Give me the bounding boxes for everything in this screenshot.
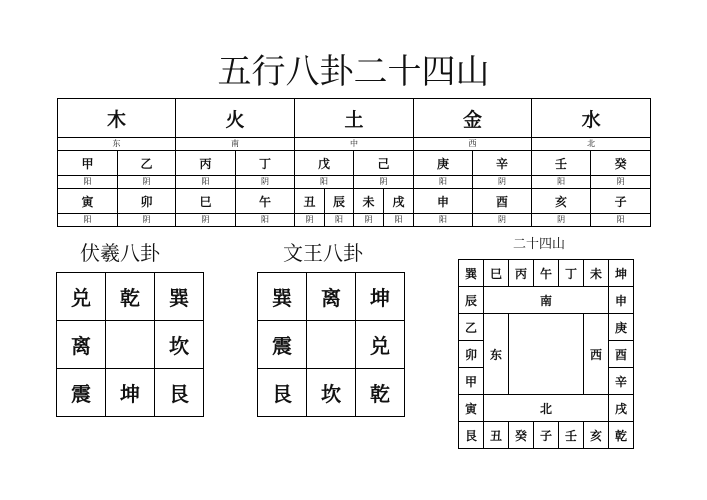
trigram-cell: 坎: [307, 369, 356, 417]
branch-polarity: 阳: [414, 214, 473, 227]
trigram-cell: 乾: [106, 273, 155, 321]
trigram-cell: 离: [307, 273, 356, 321]
direction-east: 东: [58, 138, 176, 151]
trigram-cell: 坤: [106, 369, 155, 417]
element-wood: 木: [58, 99, 176, 138]
direction-west-label: 西: [584, 314, 609, 395]
stem-cell: 辛: [473, 151, 532, 176]
branch-cell: 辰: [325, 189, 354, 214]
branch-polarity: 阳: [591, 214, 651, 227]
direction-east-label: 东: [484, 314, 509, 395]
trigram-cell: 乾: [356, 369, 405, 417]
direction-center: 中: [295, 138, 414, 151]
mountain-cell: 辛: [609, 368, 634, 395]
trigram-cell: 震: [57, 369, 106, 417]
stem-polarity: 阴: [236, 176, 295, 189]
stem-polarity: 阳: [414, 176, 473, 189]
mountain-cell: 申: [609, 287, 634, 314]
branch-cell: 酉: [473, 189, 532, 214]
trigram-cell: 坎: [155, 321, 204, 369]
element-water: 水: [532, 99, 651, 138]
mountain-cell: 辰: [459, 287, 484, 314]
branch-cell: 子: [591, 189, 651, 214]
trigram-cell: 离: [57, 321, 106, 369]
stem-cell: 己: [354, 151, 414, 176]
mountain-cell: 丑: [484, 422, 509, 449]
branch-polarity: 阴: [295, 214, 325, 227]
mountain-cell: 戌: [609, 395, 634, 422]
stem-polarity: 阴: [473, 176, 532, 189]
stem-polarity: 阳: [58, 176, 118, 189]
branch-polarity: 阴: [473, 214, 532, 227]
stem-polarity: 阴: [591, 176, 651, 189]
mountain-cell: 壬: [559, 422, 584, 449]
stem-polarity: 阳: [532, 176, 591, 189]
mountain-cell: 甲: [459, 368, 484, 395]
element-metal: 金: [414, 99, 532, 138]
mountain-cell: 癸: [509, 422, 534, 449]
stem-cell: 癸: [591, 151, 651, 176]
stem-cell: 戊: [295, 151, 354, 176]
branch-polarity: 阳: [58, 214, 118, 227]
branch-polarity: 阴: [532, 214, 591, 227]
branch-cell: 丑: [295, 189, 325, 214]
stem-cell: 丙: [176, 151, 236, 176]
twenty-four-mountains-grid: [458, 259, 634, 449]
branch-polarity: 阴: [118, 214, 176, 227]
branch-cell: 亥: [532, 189, 591, 214]
trigram-cell: 巽: [155, 273, 204, 321]
trigram-cell: 兑: [57, 273, 106, 321]
wenwang-title: 文王八卦: [283, 241, 363, 265]
trigram-cell: 艮: [155, 369, 204, 417]
trigram-cell: 震: [258, 321, 307, 369]
fuxi-bagua-grid: [56, 272, 204, 417]
mountain-cell: 未: [584, 260, 609, 287]
trigram-cell: 艮: [258, 369, 307, 417]
mountain-cell: 子: [534, 422, 559, 449]
wuxing-table: [57, 98, 651, 227]
mountain-cell: 艮: [459, 422, 484, 449]
branch-polarity: 阳: [384, 214, 414, 227]
mountain-cell: 卯: [459, 341, 484, 368]
mountain-cell: 寅: [459, 395, 484, 422]
fuxi-title: 伏羲八卦: [80, 241, 160, 265]
mountain-cell: 亥: [584, 422, 609, 449]
stem-cell: 乙: [118, 151, 176, 176]
branch-polarity: 阴: [354, 214, 384, 227]
branch-cell: 卯: [118, 189, 176, 214]
direction-south-label: 南: [484, 287, 609, 314]
branch-cell: 未: [354, 189, 384, 214]
trigram-cell: 巽: [258, 273, 307, 321]
mountain-cell: 庚: [609, 314, 634, 341]
branch-cell: 申: [414, 189, 473, 214]
page-title: 五行八卦二十四山: [217, 52, 490, 92]
trigram-cell: 兑: [356, 321, 405, 369]
stem-polarity: 阴: [118, 176, 176, 189]
direction-west: 西: [414, 138, 532, 151]
center-cell: [106, 321, 155, 369]
stem-polarity: 阴: [354, 176, 414, 189]
element-fire: 火: [176, 99, 295, 138]
center-square: [509, 314, 584, 395]
mountain-cell: 丙: [509, 260, 534, 287]
mountain-cell: 酉: [609, 341, 634, 368]
mountains-title: 二十四山: [513, 237, 566, 252]
mountain-cell: 巽: [459, 260, 484, 287]
stem-cell: 甲: [58, 151, 118, 176]
center-cell: [307, 321, 356, 369]
mountain-cell: 坤: [609, 260, 634, 287]
mountain-cell: 午: [534, 260, 559, 287]
stem-polarity: 阳: [295, 176, 354, 189]
direction-north-label: 北: [484, 395, 609, 422]
mountain-cell: 丁: [559, 260, 584, 287]
stem-cell: 壬: [532, 151, 591, 176]
direction-south: 南: [176, 138, 295, 151]
stem-cell: 丁: [236, 151, 295, 176]
branch-polarity: 阴: [176, 214, 236, 227]
mountain-cell: 巳: [484, 260, 509, 287]
trigram-cell: 坤: [356, 273, 405, 321]
branch-cell: 寅: [58, 189, 118, 214]
branch-cell: 戌: [384, 189, 414, 214]
mountain-cell: 乾: [609, 422, 634, 449]
mountain-cell: 乙: [459, 314, 484, 341]
branch-polarity: 阳: [236, 214, 295, 227]
direction-north: 北: [532, 138, 651, 151]
branch-cell: 巳: [176, 189, 236, 214]
branch-polarity: 阳: [325, 214, 354, 227]
element-earth: 土: [295, 99, 414, 138]
branch-cell: 午: [236, 189, 295, 214]
wenwang-bagua-grid: [257, 272, 405, 417]
stem-polarity: 阳: [176, 176, 236, 189]
stem-cell: 庚: [414, 151, 473, 176]
